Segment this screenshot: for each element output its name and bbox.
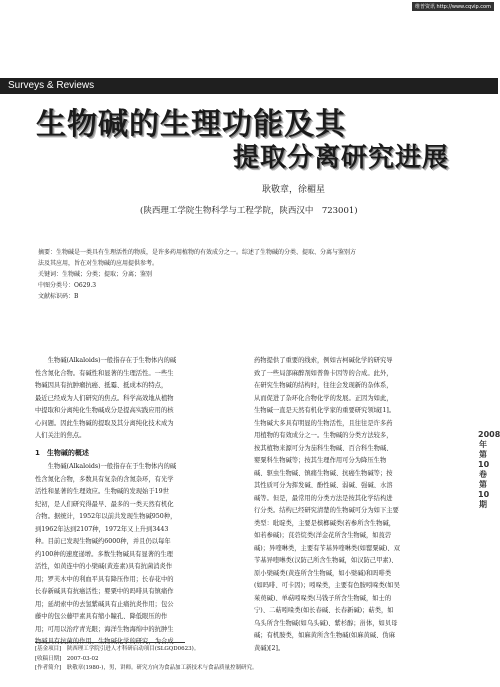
text-line: 生物碱(Alkaloids)一般指存在于生物体内的碱 — [35, 463, 177, 470]
watermark-banner: 维普资讯 http://www.cqvip.com — [412, 2, 494, 11]
abstract-line: 法及其应用，旨在对生物碱的应用提供参考。 — [38, 260, 159, 267]
intro-paragraph — [35, 355, 240, 443]
text-line: 到1962年达到2107种，1972年又上升到3443 — [35, 525, 169, 533]
text-line: 从而促进了杂环化合物化学的发展。正因为如此， — [254, 394, 393, 402]
text-line: 活性，如黄连中的小檗碱(黄连素)具有抗菌消炎作 — [35, 563, 173, 570]
text-line: 藤中的包公藤甲素具有缩小瞳孔、降低眼压的作 — [35, 613, 168, 620]
abstract-block — [38, 247, 468, 302]
classification-line: 中图分类号：O629.3 — [38, 282, 97, 289]
text-line: 宁)、二萜吲哚类(如长春碱、长春新碱)；萜类，如 — [254, 607, 394, 614]
right-column — [254, 355, 459, 655]
text-line: (如吗啡、可卡因)；吲哚类，主要有色胺吲哚类(如吴 — [254, 582, 400, 589]
text-line: 人们关注的焦点。 — [35, 432, 86, 439]
text-line: 中提取和分离纯化生物碱成分是提高实践应用的核 — [35, 407, 174, 414]
abstract-line: 摘要：生物碱是一类具有生理活性的物质，是许多药用植物的有效成分之一。综述了生物碱的分类、提取、分离与鉴别方 — [38, 249, 357, 256]
footnotes — [35, 645, 257, 674]
author-affiliation: (陕西理工学院生物科学与工程学院，陕西汉中 723001) — [140, 206, 358, 216]
text-line: 类型：吡啶类，主要是槟榔碱类(若参所含生物碱， — [254, 519, 395, 527]
text-line: 生物碱大多具有明显的生物活性，且往往是许多药 — [254, 419, 393, 427]
footnote-author: [作者简介] 耿敬章(1980-)，男，讲师。研究方向为食品加工新技术与食品质量控制研究。 — [35, 665, 258, 671]
text-line: 物碱因具有抗肿瘤抗癌、抵霉、抵成本的特点， — [35, 382, 168, 389]
text-line: 碱)；异喹啉类，主要有苄基异喹啉类(如罂粟碱)、双 — [254, 544, 400, 552]
text-line: 碱；有机胺类，如麻黄所含生物碱(如麻黄碱、伪麻 — [254, 632, 395, 639]
text-line: 合物。据统计，1952年以前共发现生物碱950种， — [35, 513, 177, 520]
text-line: 约100种的速度递增。多数生物碱具有显著的生理 — [35, 550, 173, 558]
text-line: 生物碱(Alkaloids)一般指存在于生物体内的碱 — [35, 357, 177, 364]
text-line: 种。目前已发现生物碱约6000种，并且仍以每年 — [35, 538, 171, 545]
footnote-received: [收稿日期] 2007-03-02 — [35, 655, 99, 662]
text-line: 婴粟科生物碱等；按其生理作用可分为降压生物 — [254, 457, 387, 464]
text-line: 碱等。但是，最常用的分类方法是按其化学结构进 — [254, 494, 393, 502]
article-title-line1: 生物碱的生理功能及其 — [36, 107, 346, 142]
text-line: 长春新碱具有抗癌活性；婴粟中的吗啡具有镇痛作 — [35, 588, 174, 595]
section1-paragraph — [35, 461, 240, 649]
text-line: 茱萸碱)、单萜吲哚类(马钱子所含生物碱，如士的 — [254, 594, 392, 602]
section-heading: 1 生物碱的概述 — [35, 448, 89, 457]
left-column — [35, 355, 240, 649]
text-line: 纪初，是人们研究得最早、最多的一类天然有机化 — [35, 500, 174, 508]
keywords-line: 关键词：生物碱；分类；提取；分离；鉴别 — [38, 271, 153, 278]
text-line: 原小檗碱类(黄连所含生物碱，如小檗碱)和吗啡类 — [254, 569, 392, 577]
section-label: Surveys & Reviews — [8, 80, 95, 91]
text-line: 乌头所含生物碱(如乌头碱)、紫杉醇；甾体，如贝母 — [254, 619, 398, 627]
text-line: 碱、驱虫生物碱、镇痛生物碱、抗癌生物碱等；按 — [254, 469, 393, 477]
text-line: 用植物的有效成分之一。生物碱的分类方法较多， — [254, 432, 393, 439]
text-line: 用；可用以治疗青光眼；海洋生物海绵中的抗肿生 — [35, 625, 174, 633]
text-line: 性含氮化合物。有碱性和显著的生理活性。一些生 — [35, 369, 174, 377]
text-line: 苄基异喹啉类(汉防己所含生物碱，如汉防己甲素)、 — [254, 557, 398, 564]
text-line: 黄碱)[2]。 — [254, 644, 285, 652]
text-line: 用；罗芙木中的利血平具有降压作用；长春花中的 — [35, 575, 174, 583]
footnote-funding: [基金项目] 陕西理工学院引进人才科研启动项目(SLGQD0623)。 — [35, 646, 200, 652]
text-line: 生物碱一直是天然有机化学家的重要研究领域[1]。 — [254, 407, 396, 414]
author-names: 耿敬章，徐楣星 — [262, 185, 326, 195]
text-line: 药物提供了重要的线索，例如古柯碱化学的研究导 — [254, 357, 393, 364]
footnote-divider — [35, 642, 185, 643]
text-line: 其性质可分为挥发碱、酚性碱、弱碱、强碱、水溶 — [254, 482, 393, 489]
text-line: 心问题。因此生物碱的提取及其分离纯化技术成为 — [35, 419, 174, 427]
text-line: 物碱具有抗菌的作用。生物碱化学的研究，为合成 — [35, 638, 174, 645]
text-line: 按其植物来源可分为茄科生物碱、百合科生物碱、 — [254, 444, 393, 452]
text-line: 最近已经成为人们研究的焦点。科学高效地从植物 — [35, 394, 174, 402]
text-line: 行分类。结构已经研究清楚的生物碱可分为如下主要 — [254, 507, 399, 514]
side-issue-label: 2008年 第10卷 第10期 — [478, 430, 500, 509]
text-line: 活性和显著的生理效应。生物碱的发现始于19世 — [35, 488, 169, 495]
text-line: 性含氮化合物，多数具有复杂的含氮杂环，有光学 — [35, 475, 174, 483]
text-line: 如若参碱)；茛菪烷类(洋金花所含生物碱，如莨菪 — [254, 532, 392, 539]
text-line: 致了一些局部麻醉剂如普鲁卡因等的合成。此外， — [254, 369, 393, 377]
text-line: 用；延胡索中的去氢紫碱具有止痛抗炎作用；包公 — [35, 600, 174, 608]
article-title-line2: 提取分离研究进展 — [233, 143, 450, 173]
document-code-line: 文献标识码：B — [38, 293, 79, 300]
text-line: 在研究生物碱的结构时，往往会发现新的杂体系， — [254, 382, 393, 389]
